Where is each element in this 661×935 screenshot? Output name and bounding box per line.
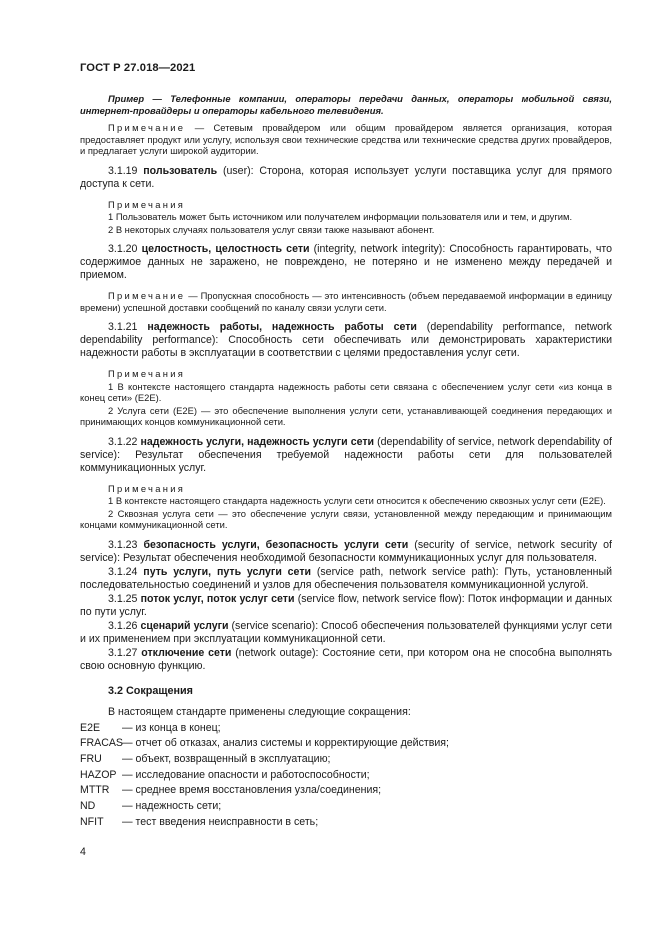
term-definition: (service path, network service path): Путь, установленный последовательностью соединений и узлов для обеспечения пользователя коммуникационной услугой. [80,565,612,591]
term-name: пользователь [143,164,218,177]
term-3-1-22 [80,436,612,475]
abbreviation: ND [80,800,96,813]
note-item: 2 В некоторых случаях пользователя услуг связи также называют абонент. [108,223,435,235]
abbreviation: E2E [80,721,101,734]
term-name: поток услуг, поток услуг сети [140,592,295,605]
note-item: 1 В контексте настоящего стандарта надежность услуги сети относится к обеспечению сквозных услуг сети (E2E). [108,495,606,506]
list-item [80,752,612,768]
term-number: 3.1.24 [108,565,144,578]
abbreviation: FRU [80,752,102,765]
list-item [80,721,612,737]
term-number: 3.1.22 [108,435,141,448]
term-name: отключение сети [141,646,232,659]
term-3-1-19 [80,165,612,191]
list-item [80,815,612,831]
note-item: 2 Услуга сети (E2E) — это обеспечение выполнения услуги сети, устанавливающей соединения передающих и принимающих концов коммуникационной сети. [80,404,612,427]
term-number: 3.1.21 [108,321,148,333]
section-heading: 3.2 Сокращения [108,684,193,697]
note-provider [80,122,612,157]
note-text: — Пропускная способность — это интенсивность (объем передаваемой информации в единицу времени) успешной доставки сообщений по каналу связи услуги сети. [80,290,612,313]
list-item [80,768,612,784]
term-name: надежность услуги, надежность услуги сети [140,435,375,448]
term-3-1-26 [80,620,612,646]
term-definition: (network outage): Состояние сети, при котором она не способна выполнять свою основную функцию. [80,646,612,672]
page-header: ГОСТ Р 27.018—2021 [80,62,196,74]
list-item [80,783,612,799]
term-number: 3.1.26 [108,619,141,632]
term-name: целостность, целостность сети [141,243,310,255]
term-number: 3.1.19 [108,164,144,177]
abbreviation: NFIT [80,815,104,828]
term-3-1-23 [80,539,612,565]
abbreviation-definition: — исследование опасности и работоспособности; [122,768,370,781]
note-text: — Сетевым провайдером или общим провайдером является организация, которая предоставляет продукт или услугу, используя свои технические средства или технические средства других провайдеров, и предлагает услуги широкой аудитории. [80,122,612,156]
notes-label: Примечания [108,368,186,379]
abbreviation: HAZOP [80,768,117,781]
term-name: надежность работы, надежность работы сети [147,321,417,333]
note-item: 1 В контексте настоящего стандарта надежность работы сети связана с обеспечением услуг сети «из конца в конец сети» (E2E). [80,380,612,403]
term-number: 3.1.27 [108,646,142,659]
term-definition: (dependability of service, network dependability of service): Результат обеспечения требуемой надежности работы сети для пользователей коммуникационных услуг. [80,435,612,474]
notes-label: Примечания [108,482,186,494]
term-3-1-21 [80,321,612,360]
notes-heading [80,483,612,495]
abbreviation-definition: — тест введения неисправности в сеть; [122,815,319,828]
term-number: 3.1.25 [108,592,141,605]
term-definition: (service scenario): Способ обеспечения пользователей функциями услуг сети и их применением при эксплуатации коммуникационной сети. [80,619,613,645]
term-definition: (integrity, network integrity): Способность гарантировать, что содержимое данных не заражено, не повреждено, не потеряно и не изменено между передачей и приемом. [80,243,612,281]
term-3-1-25 [80,593,612,619]
page-body [80,93,612,830]
abbreviations-list [80,721,612,831]
notes-heading [80,199,612,211]
term-3-1-24 [80,566,612,592]
abbreviation: MTTR [80,784,110,797]
list-item [80,736,612,752]
abbreviation: FRACAS [80,737,123,750]
note-throughput [80,290,612,313]
abbreviation-definition: — отчет об отказах, анализ системы и корректирующие действия; [122,737,449,750]
note-item: 2 Сквозная услуга сети — это обеспечение услуги связи, установленной между передающим и принимающим концами коммуникационной сети. [80,507,612,530]
abbreviation-definition: — среднее время восстановления узла/соединения; [122,784,382,797]
term-number: 3.1.20 [108,243,142,255]
note-item: 1 Пользователь может быть источником или получателем информации пользователя или и тем, и другим. [108,211,573,222]
list-item [80,799,612,815]
term-3-1-27 [80,647,612,673]
term-3-1-20 [80,243,612,282]
term-definition: (user): Сторона, которая использует услуги поставщика услуг для прямого доступа к сети. [80,164,612,190]
example-paragraph [80,93,612,116]
note-label: Примечание [108,122,186,133]
term-definition: (service flow, network service flow): Поток информации и данных по пути услуг. [80,592,613,618]
note-label: Примечание [108,290,186,301]
example-text: Пример — Телефонные компании, операторы передачи данных, операторы мобильной связи, интернет-провайдеры и операторы кабельного телевидения. [80,93,612,116]
term-definition: (security of service, network security of service): Результат обеспечения необходимой безопасности коммуникационных услуг для пользователя. [80,538,612,564]
notes-heading [80,368,612,380]
term-name: сценарий услуги [140,619,229,632]
abbreviation-definition: — из конца в конец; [122,721,221,734]
term-name: путь услуги, путь услуги сети [143,565,312,578]
abbreviation-definition: — надежность сети; [122,800,222,813]
abbreviation-definition: — объект, возвращенный в эксплуатацию; [122,752,331,765]
term-definition: (dependability performance, network dependability performance): Способность сети обеспечивать или демонстрировать характеристики надежности работы в эксплуатации в соответствии с целями предоставления услуг сети. [80,321,612,359]
term-number: 3.1.23 [108,538,144,551]
abbreviations-intro: В настоящем стандарте применены следующие сокращения: [108,705,411,718]
notes-label: Примечания [108,198,186,210]
term-name: безопасность услуги, безопасность услуги сети [143,538,409,551]
page-number: 4 [80,846,86,858]
